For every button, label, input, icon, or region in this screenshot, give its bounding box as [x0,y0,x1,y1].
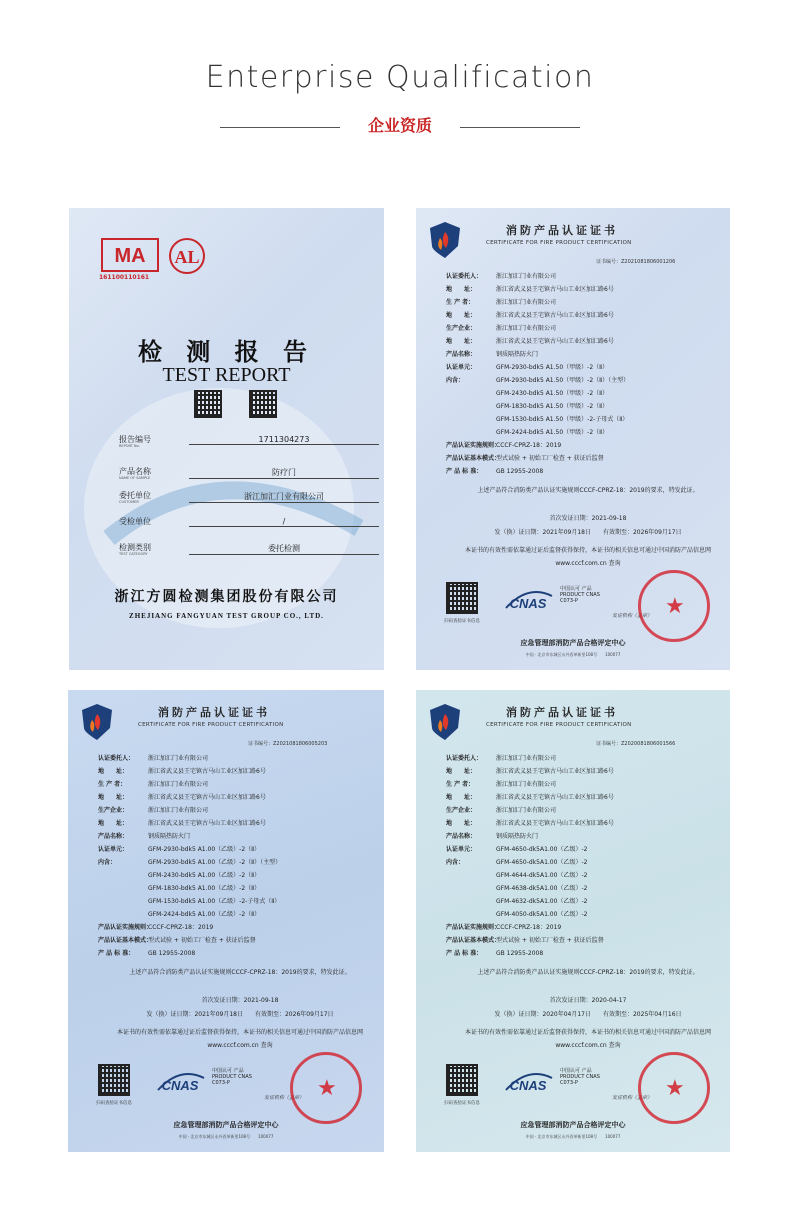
cert-field-row [98,817,384,830]
cert-conformity: 上述产品符合消防类产品认证实施规则CCCF-CPRZ-18：2019的要求，特发此证。 [477,487,699,494]
report-field-label: 报告编号 [119,435,151,444]
cert-field-label: 产品认证实施规则： [98,924,153,931]
cert-field-value: 浙江省武义县王宅镇古马山工业区加汇路6号 [496,820,614,827]
cert-field-value: GFM-4050-dk5A1.00（乙级）-2 [496,911,588,918]
cert-first-issue: 首次发证日期：2020-04-17 [549,997,627,1004]
qr-code-icon [249,390,277,418]
cert-field-value: GFM-2424-bdk5 A1.50（甲级）-2（Ⅱ） [496,429,609,436]
cert-field-row [446,348,730,361]
star-icon: ★ [665,594,685,619]
page-title-cn: 企业资质 [367,116,432,135]
divider-right [460,127,580,128]
cert-fields [446,270,730,478]
cert-field-label: 生 产 者： [446,781,475,788]
cert-field-row [446,934,730,947]
cert-field-label: 生产企业： [446,325,477,332]
cert-field-value: 钢质隔热防火门 [148,833,191,840]
cert-field-row [446,413,730,426]
cert-field-label: 认证单元： [446,846,477,853]
report-field-label: 产品名称 [119,467,151,476]
cert-field-row [98,765,384,778]
cert-field-row [98,843,384,856]
cert-field-row [446,465,730,478]
svg-text:CNAS: CNAS [161,1078,199,1093]
cert-field-value: CCCF-CPRZ-18：2019 [148,924,214,931]
svg-text:CNAS: CNAS [509,1078,547,1093]
cert-field-row [446,765,730,778]
cert-field-value: GFM-1830-bdk5 A1.00（乙级）-2（Ⅱ） [148,885,261,892]
cert-number: 证书编号：Z2021081806005203 [248,741,328,747]
cert-field-value: 浙江省武义县王宅镇古马山工业区加汇路6号 [148,820,266,827]
svg-text:MA: MA [114,245,146,267]
cert-field-row [98,934,384,947]
cnas-caption: 中国认可 产品 PRODUCT CNAS C073-P [560,586,600,604]
cert-field-row [446,270,730,283]
cert-field-row [446,791,730,804]
cert-field-value: GFM-4650-dk5A1.00（乙级）-2 [496,846,588,853]
cert-field-label: 认证委托人： [446,755,483,762]
cert-field-row [446,296,730,309]
cert-field-value: 浙江加汇门业有限公司 [496,299,557,306]
fire-certificate-3 [416,690,730,1152]
cert-field-label: 生 产 者： [98,781,127,788]
cert-field-row [98,882,384,895]
cert-field-label: 产品名称： [446,351,477,358]
cert-field-row [98,791,384,804]
cert-address: 中国 · 北京市东城区永外西革新里108号 100077 [525,652,621,657]
cert-field-row [98,895,384,908]
cert-field-row [446,309,730,322]
cert-title: 消防产品认证证书 [506,224,618,237]
cert-field-row [446,322,730,335]
cert-field-value: GFM-2930-bdk5 A1.50（甲级）-2（Ⅱ） [496,364,609,371]
cert-field-label: 内含： [446,859,465,866]
report-field-row [119,466,384,484]
cert-field-label: 认证委托人： [98,755,135,762]
fire-shield-icon [80,702,114,742]
cert-field-label: 认证单元： [446,364,477,371]
cert-field-label: 产品名称： [98,833,129,840]
cert-conformity: 上述产品符合消防类产品认证实施规则CCCF-CPRZ-18：2019的要求，特发此证。 [129,969,351,976]
cert-field-row [446,335,730,348]
svg-text:CNAS: CNAS [509,596,547,611]
cert-field-row [98,830,384,843]
fire-certificate-2 [68,690,384,1152]
cert-field-row [446,947,730,960]
cert-field-row [446,921,730,934]
qr-caption: 扫码查验证书信息 [444,619,480,624]
divider-left [220,127,340,128]
cert-field-row [98,947,384,960]
cert-field-row [98,804,384,817]
cert-field-value: GFM-2930-bdk5 A1.50（甲级）-2（Ⅱ）（主型） [496,377,630,384]
cert-field-value: GFM-1830-bdk5 A1.50（甲级）-2（Ⅱ） [496,403,609,410]
cert-field-label: 产 品 标 准： [446,950,483,957]
cert-field-value: 浙江省武义县王宅镇古马山工业区加汇路6号 [148,768,266,775]
cert-field-value: GFM-1530-bdk5 A1.00（乙级）-2-子母式（Ⅱ） [148,898,281,905]
cert-first-issue: 首次发证日期：2021-09-18 [201,997,279,1004]
report-field-label-en: TEST CATEGORY [119,552,148,556]
cert-field-label: 认证委托人： [446,273,483,280]
cert-field-row [446,752,730,765]
cert-first-issue: 首次发证日期：2021-09-18 [549,515,627,522]
cert-field-label: 产品认证基本模式： [446,455,501,462]
cert-validity: 发（换）证日期：2021年09月18日 有效期至：2026年09月17日 [494,529,682,536]
page-header [0,60,800,135]
fire-shield-icon [428,702,462,742]
qr-code-icon [98,1064,130,1096]
cert-field-label: 地 址： [446,286,477,293]
cert-field-row [446,452,730,465]
cert-field-row [446,361,730,374]
star-icon: ★ [665,1076,685,1101]
cert-field-row [98,778,384,791]
cert-field-value: 浙江加汇门业有限公司 [496,755,557,762]
page-subtitle-row [0,116,800,138]
qr-code-icon [194,390,222,418]
cert-field-row [446,804,730,817]
report-field-label: 受检单位 [119,517,151,526]
cert-issuer: 应急管理部消防产品合格评定中心 [520,1121,626,1129]
cnas-caption: 中国认可 产品 PRODUCT CNAS C073-P [560,1068,600,1086]
star-icon: ★ [317,1076,337,1101]
cnas-logo-icon [502,586,554,612]
report-field-row [119,434,384,452]
cert-number: 证书编号：Z2021081806001206 [596,259,676,265]
cert-field-value: GFM-4638-dk5A1.00（乙级）-2 [496,885,588,892]
cert-fields [446,752,730,960]
cert-field-value: 型式试验 + 初始工厂检查 + 获证后监督 [496,937,604,944]
cert-field-row [446,869,730,882]
red-seal-icon [638,570,710,642]
cert-field-label: 地 址： [446,794,477,801]
cert-address: 中国 · 北京市东城区永外西革新里108号 100077 [525,1134,621,1139]
cert-field-value: 浙江加汇门业有限公司 [496,325,557,332]
cert-field-row [98,752,384,765]
cert-field-value: CCCF-CPRZ-18：2019 [496,442,562,449]
cma-logo-icon [101,238,159,272]
cert-field-value: GFM-4632-dk5A1.00（乙级）-2 [496,898,588,905]
cert-notice: 本证书的有效性需依靠通过证后监督获得保持，本证书的相关信息可通过中国消防产品信息网 www.cccf.com.cn 查询 [116,1029,363,1049]
cert-field-label: 产品认证基本模式： [446,937,501,944]
svg-text:AL: AL [174,247,200,267]
cert-field-label: 内含： [98,859,117,866]
cert-field-label: 产 品 标 准： [98,950,135,957]
cert-field-label: 认证单元： [98,846,129,853]
report-title-cn: 检 测 报 告 [137,337,316,366]
cert-field-row [446,830,730,843]
report-field-label-en: CUSTOMER [119,500,139,504]
issuer-sign: 发证机构（盖章） [612,1095,653,1101]
cert-number: 证书编号：Z2020081806001566 [596,741,676,747]
cert-field-value: 浙江加汇门业有限公司 [148,755,209,762]
cert-field-label: 生产企业： [98,807,129,814]
cert-notice: 本证书的有效性需依靠通过证后监督获得保持，本证书的相关信息可通过中国消防产品信息网 www.cccf.com.cn 查询 [464,547,711,567]
cert-field-row [446,882,730,895]
cert-field-row [98,908,384,921]
cert-subtitle: CERTIFICATE FOR FIRE PRODUCT CERTIFICATION [486,240,632,246]
cert-field-label: 内含： [446,377,465,384]
cert-title: 消防产品认证证书 [158,706,270,719]
cert-field-row [446,856,730,869]
cert-field-row [446,387,730,400]
cnas-caption: 中国认可 产品 PRODUCT CNAS C073-P [212,1068,252,1086]
cert-field-value: GFM-2430-bdk5 A1.00（乙级）-2（Ⅱ） [148,872,261,879]
cert-field-value: GB 12955-2008 [148,950,196,957]
cnas-logo-icon [154,1068,206,1094]
cert-title: 消防产品认证证书 [506,706,618,719]
cert-fields [98,752,384,960]
report-field-label-en: NAME OF SAMPLE [119,476,151,480]
cert-field-value: 浙江加汇门业有限公司 [148,807,209,814]
cnas-logo-icon [502,1068,554,1094]
cert-field-label: 产品认证基本模式： [98,937,153,944]
cert-field-value: 型式试验 + 初始工厂检查 + 获证后监督 [496,455,604,462]
cert-field-label: 产品名称： [446,833,477,840]
cert-field-row [446,817,730,830]
cert-field-value: GFM-1530-bdk5 A1.50（甲级）-2-子母式（Ⅱ） [496,416,629,423]
cert-field-label: 产品认证实施规则： [446,442,501,449]
cert-field-value: 浙江加汇门业有限公司 [496,807,557,814]
cert-field-value: 浙江省武义县王宅镇古马山工业区加汇路6号 [496,794,614,801]
cert-field-row [98,856,384,869]
cert-field-value: GFM-4650-dk5A1.00（乙级）-2 [496,859,588,866]
report-field-label: 委托单位 [119,491,151,500]
cert-field-row [446,778,730,791]
cert-field-label: 生 产 者： [446,299,475,306]
cert-field-row [446,283,730,296]
cert-field-value: 浙江省武义县王宅镇古马山工业区加汇路6号 [496,338,614,345]
cert-field-value: 浙江省武义县王宅镇古马山工业区加汇路6号 [496,286,614,293]
cert-field-value: GFM-2424-bdk5 A1.00（乙级）-2（Ⅱ） [148,911,261,918]
fire-certificate-1 [416,208,730,670]
cert-field-row [446,895,730,908]
red-seal-icon [290,1052,362,1124]
cert-field-row [446,843,730,856]
page-title-en: Enterprise Qualification [205,60,595,95]
cert-field-label: 生产企业： [446,807,477,814]
cert-field-row [446,374,730,387]
cert-field-label: 地 址： [446,338,477,345]
report-field-value: 1711304273 [189,435,379,445]
report-field-label: 检测类别 [119,543,151,552]
cert-address: 中国 · 北京市东城区永外西革新里108号 100077 [178,1134,274,1139]
cert-issuer: 应急管理部消防产品合格评定中心 [173,1121,279,1129]
qr-caption: 扫码查验证书信息 [96,1101,132,1106]
cert-field-value: 钢质隔热防火门 [496,351,539,358]
cert-issuer: 应急管理部消防产品合格评定中心 [520,639,626,647]
cert-field-value: 浙江省武义县王宅镇古马山工业区加汇路6号 [148,794,266,801]
report-field-value: 委托检测 [189,543,379,555]
test-report-certificate [69,208,384,670]
cert-conformity: 上述产品符合消防类产品认证实施规则CCCF-CPRZ-18：2019的要求，特发此证。 [477,969,699,976]
cert-field-value: 浙江加汇门业有限公司 [148,781,209,788]
cert-field-label: 地 址： [446,312,477,319]
issuer-sign: 发证机构（盖章） [612,613,653,619]
qr-code-icon [446,1064,478,1096]
cert-field-row [98,869,384,882]
cert-field-value: 浙江加汇门业有限公司 [496,781,557,788]
report-title-en: TEST REPORT [162,364,291,386]
report-field-label-en: REPORT No. [119,444,140,448]
report-company-en: ZHEJIANG FANGYUAN TEST GROUP CO., LTD. [129,612,324,620]
cert-field-value: GFM-4644-dk5A1.00（乙级）-2 [496,872,588,879]
cert-field-value: 浙江加汇门业有限公司 [496,273,557,280]
cert-field-value: 浙江省武义县王宅镇古马山工业区加汇路6号 [496,312,614,319]
cert-validity: 发（换）证日期：2020年04月17日 有效期至：2025年04月16日 [494,1011,682,1018]
ilac-logo-icon [167,236,207,276]
report-field-row [119,490,384,508]
cert-field-value: GFM-2430-bdk5 A1.50（甲级）-2（Ⅱ） [496,390,609,397]
cert-field-row [446,400,730,413]
cert-field-label: 地 址： [98,820,129,827]
red-seal-icon [638,1052,710,1124]
cert-validity: 发（换）证日期：2021年09月18日 有效期至：2026年09月17日 [146,1011,334,1018]
cert-field-value: 型式试验 + 初始工厂检查 + 获证后监督 [148,937,256,944]
cert-field-value: GFM-2930-bdk5 A1.00（乙级）-2（Ⅱ）（主型） [148,859,282,866]
cert-field-label: 产 品 标 准： [446,468,483,475]
cert-field-label: 地 址： [446,820,477,827]
cert-field-value: GB 12955-2008 [496,468,544,475]
report-company-cn: 浙江方圆检测集团股份有限公司 [114,589,339,605]
cert-field-label: 地 址： [98,794,129,801]
cma-number: 161100110161 [99,274,150,281]
cert-field-value: CCCF-CPRZ-18：2019 [496,924,562,931]
cert-field-row [446,439,730,452]
fire-shield-icon [428,220,462,260]
cert-field-value: GB 12955-2008 [496,950,544,957]
issuer-sign: 发证机构（盖章） [264,1095,305,1101]
cert-notice: 本证书的有效性需依靠通过证后监督获得保持，本证书的相关信息可通过中国消防产品信息网 www.cccf.com.cn 查询 [464,1029,711,1049]
cert-field-value: 浙江省武义县王宅镇古马山工业区加汇路6号 [496,768,614,775]
cert-field-value: 钢质隔热防火门 [496,833,539,840]
cert-subtitle: CERTIFICATE FOR FIRE PRODUCT CERTIFICATION [138,722,284,728]
report-field-value: 防疗门 [189,467,379,479]
report-field-row [119,516,384,534]
report-field-value: 浙江加汇门业有限公司 [189,491,379,503]
cert-field-row [446,426,730,439]
cert-field-value: GFM-2930-bdk5 A1.00（乙级）-2（Ⅱ） [148,846,261,853]
cert-subtitle: CERTIFICATE FOR FIRE PRODUCT CERTIFICATION [486,722,632,728]
cert-field-label: 地 址： [446,768,477,775]
qr-caption: 扫码查验证书信息 [444,1101,480,1106]
cert-field-label: 产品认证实施规则： [446,924,501,931]
report-field-row [119,542,384,560]
cert-field-label: 地 址： [98,768,129,775]
qr-code-icon [446,582,478,614]
report-field-value: / [189,517,379,527]
cert-field-row [98,921,384,934]
cert-field-row [446,908,730,921]
